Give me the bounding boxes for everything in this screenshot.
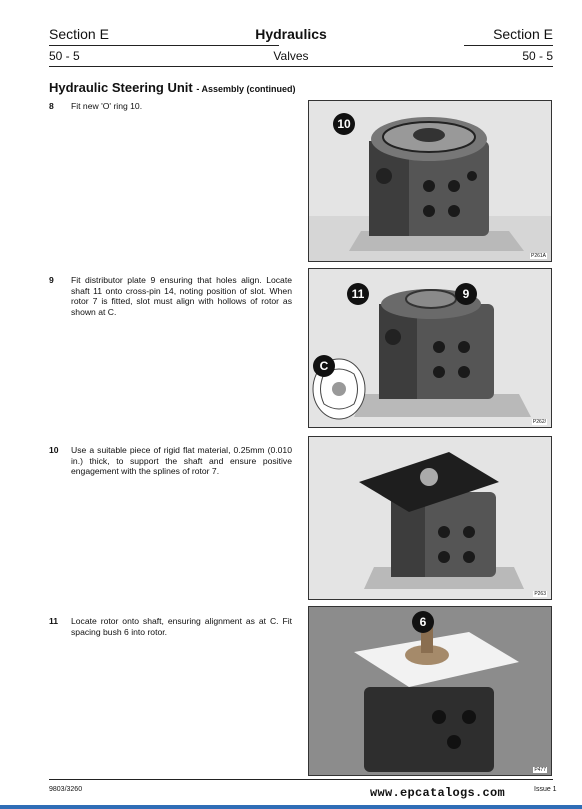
photo-rotor: [308, 606, 552, 776]
section-title: [49, 80, 296, 95]
page-number-right: 50 - 5: [522, 49, 553, 63]
callout-9: 9: [455, 283, 477, 305]
step-8: [49, 101, 292, 112]
page-subtitle: Valves: [273, 49, 309, 63]
step-number: 8: [49, 101, 54, 111]
step-text: Locate rotor onto shaft, ensuring alignment as at C. Fit spacing bush 6 into rotor.: [71, 616, 292, 637]
step-number: 11: [49, 616, 59, 626]
header-rule-left: [49, 45, 279, 46]
step-number: 10: [49, 445, 59, 455]
photo-distributor-plate: [308, 268, 552, 428]
issue-label: Issue 1: [534, 786, 557, 793]
watermark: www.epcatalogs.com: [370, 786, 506, 800]
photo-rigid-material: [308, 436, 552, 600]
photo-ref: P263: [534, 591, 546, 597]
valve-photo-2: [309, 269, 551, 427]
callout-10: 10: [333, 113, 355, 135]
photo-oring: [308, 100, 552, 262]
section-title-suffix: - Assembly (continued): [196, 84, 296, 94]
step-10: [49, 445, 292, 477]
photo-ref: P477: [534, 767, 546, 773]
step-text: Fit distributor plate 9 ensuring that holes align. Locate shaft 11 onto cross-pin 14, noting position of slot. When rotor 7 is fitted, slot must align with hollows of rotor as shown at C.: [71, 275, 292, 317]
step-text: Use a suitable piece of rigid flat material, 0.25mm (0.010 in.) thick, to support the shaft and ensure positive engagement with the splines of rotor 7.: [71, 445, 292, 477]
header-rule-right: [464, 45, 553, 46]
section-label-left: Section E: [49, 26, 109, 42]
photo-ref: P261A: [530, 253, 546, 259]
valve-photo-3: [309, 437, 551, 599]
valve-photo-4: [309, 607, 551, 775]
bottom-accent-bar: [0, 805, 582, 809]
page-title: Hydraulics: [255, 26, 327, 42]
callout-11: 11: [347, 283, 369, 305]
step-text: Fit new 'O' ring 10.: [71, 101, 143, 111]
photo-ref: P262/: [532, 419, 546, 425]
section-title-text: Hydraulic Steering Unit: [49, 80, 193, 95]
document-number: 9803/3260: [49, 786, 83, 793]
section-label-right: Section E: [493, 26, 553, 42]
subheader-rule: [49, 66, 553, 67]
step-number: 9: [49, 275, 54, 285]
footer-rule: [49, 779, 553, 780]
step-9: [49, 275, 292, 317]
page-number-left: 50 - 5: [49, 49, 80, 63]
step-11: [49, 616, 292, 637]
callout-6: 6: [412, 611, 434, 633]
callout-c: C: [313, 355, 335, 377]
